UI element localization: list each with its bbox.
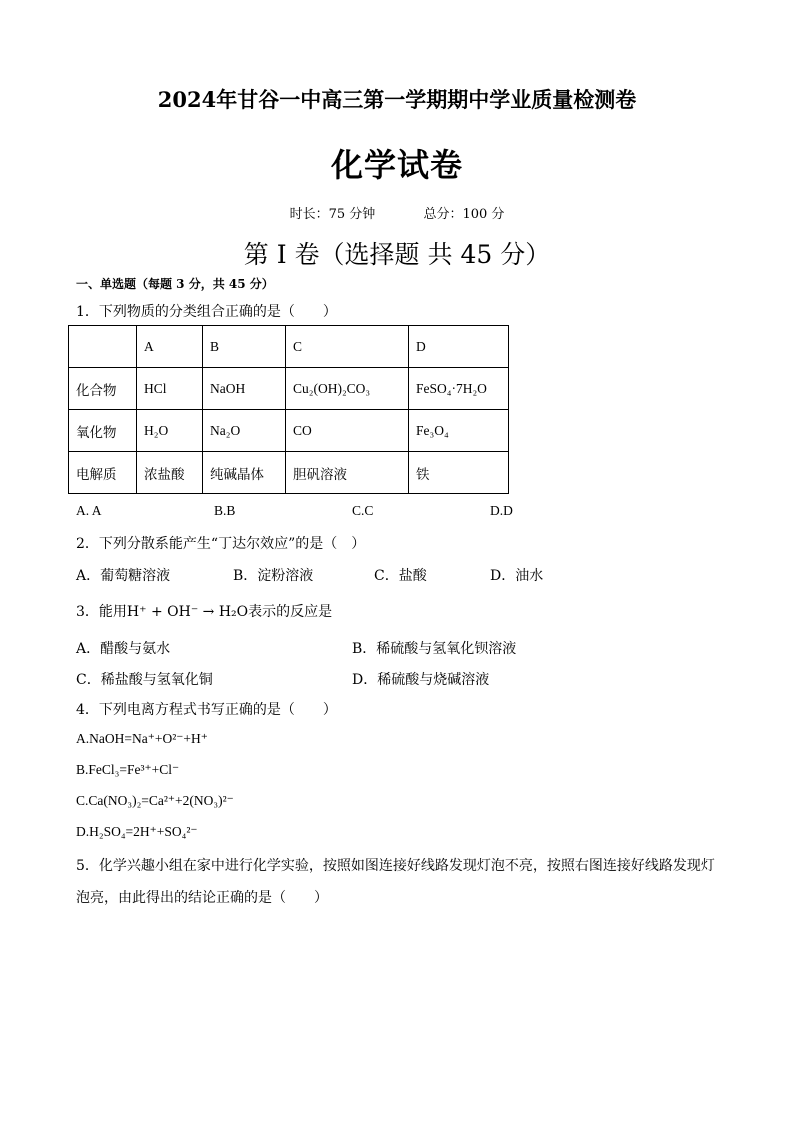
table-cell: CO	[286, 410, 409, 452]
q4-option-d: D.H₂SO₄=2H⁺+SO₄²⁻	[76, 824, 198, 839]
table-cell: D	[409, 326, 509, 368]
q3-option-b: B．稀硫酸与氢氧化钡溶液	[352, 641, 517, 657]
q1-option-c: C.C	[352, 503, 374, 518]
question-5-line-2: 泡亮，由此得出的结论正确的是（ ）	[76, 890, 328, 906]
question-2-stem: 2．下列分散系能产生“丁达尔效应”的是（ ）	[76, 536, 366, 552]
table-cell: 氧化物	[69, 410, 137, 452]
q4-option-b: B.FeCl₃=Fe³⁺+Cl⁻	[76, 762, 180, 777]
duration-text: 时长：75 分钟	[289, 207, 376, 222]
table-cell: A	[137, 326, 203, 368]
question-1-stem: 1．下列物质的分类组合正确的是（ ）	[76, 304, 337, 320]
table-cell: HCl	[137, 368, 203, 410]
table-header-row	[69, 326, 509, 368]
table-row	[69, 410, 509, 452]
table-cell: 铁	[409, 452, 509, 494]
question-4-stem: 4．下列电离方程式书写正确的是（ ）	[76, 702, 337, 718]
table-cell: 浓盐酸	[137, 452, 203, 494]
q4-option-c: C.Ca(NO₃)₂=Ca²⁺+2(NO₃)²⁻	[76, 793, 234, 808]
q3-option-d: D．稀硫酸与烧碱溶液	[352, 672, 490, 688]
part-heading: 第 I 卷（选择题 共 45 分）	[243, 240, 551, 269]
q3-option-a: A．醋酸与氨水	[76, 641, 171, 657]
q2-option-a: A．葡萄糖溶液	[76, 568, 171, 584]
q1-option-d: D.D	[490, 503, 513, 518]
table-row	[69, 452, 509, 494]
q2-option-d: D．油水	[490, 568, 544, 584]
table-cell: FeSO₄·7H₂O	[409, 368, 509, 410]
q4-option-a: A.NaOH=Na⁺+O²⁻+H⁺	[76, 731, 208, 746]
table-cell: Na₂O	[203, 410, 286, 452]
table-cell: Cu₂(OH)₂CO₃	[286, 368, 409, 410]
table-cell	[69, 326, 137, 368]
table-cell: B	[203, 326, 286, 368]
q3-option-c: C．稀盐酸与氢氧化铜	[76, 672, 213, 688]
q1-option-b: B.B	[214, 503, 236, 518]
table-cell: 胆矾溶液	[286, 452, 409, 494]
exam-title: 2024年甘谷一中高三第一学期期中学业质量检测卷	[157, 87, 637, 112]
table-cell: NaOH	[203, 368, 286, 410]
q2-option-b: B．淀粉溶液	[233, 568, 314, 584]
table-cell: 纯碱晶体	[203, 452, 286, 494]
question-3-stem: 3．能用H⁺ + OH⁻ → H₂O表示的反应是	[76, 604, 333, 620]
table-row	[69, 368, 509, 410]
section-heading: 一、单选题（每题 3 分，共 45 分）	[76, 277, 274, 291]
classification-table	[68, 325, 509, 494]
q2-option-c: C．盐酸	[374, 568, 427, 584]
total-score-text: 总分：100 分	[423, 207, 505, 222]
table-cell: C	[286, 326, 409, 368]
exam-meta	[0, 203, 794, 222]
subject-title: 化学试卷	[330, 146, 463, 184]
question-5-line-1: 5．化学兴趣小组在家中进行化学实验，按照如图连接好线路发现灯泡不亮，按照右图连接好线路发现灯	[76, 858, 715, 874]
table-cell: 电解质	[69, 452, 137, 494]
table-cell: Fe₃O₄	[409, 410, 509, 452]
table-cell: 化合物	[69, 368, 137, 410]
table-cell: H₂O	[137, 410, 203, 452]
q1-option-a: A. A	[76, 503, 102, 518]
